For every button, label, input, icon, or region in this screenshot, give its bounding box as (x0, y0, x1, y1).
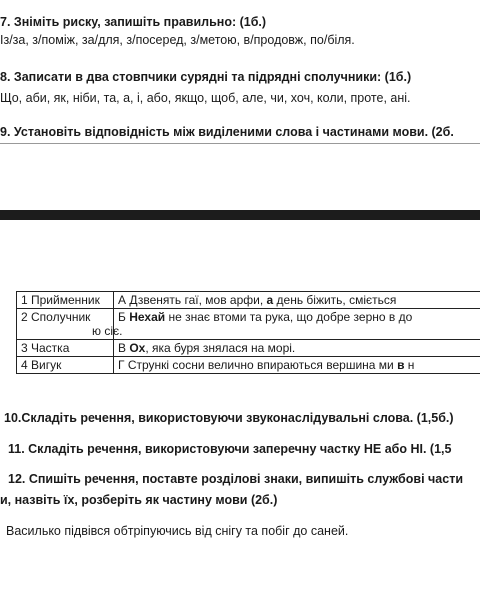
task-9-title: 9. Установіть відповідність між виділеними слова і частинами мови. (2б. (0, 125, 454, 139)
table-cell-part-of-speech: 3 Частка (17, 340, 114, 357)
sentence-text: н (404, 358, 415, 372)
task-8-title: 8. Записати в два стовпчики сурядні та підрядні сполучники: (1б.) (0, 70, 412, 84)
sentence-text: Б (118, 310, 130, 324)
table-cell-part-of-speech: 1 Прийменник (17, 292, 114, 309)
task-7-title: 7. Зніміть риску, запишіть правильно: (1б.) (0, 15, 267, 29)
sentence-text: В (118, 341, 130, 355)
sentence-text: Г Стрункі сосни велично впираються вершина ми (118, 358, 398, 372)
task-7-text: Із/за, з/поміж, за/для, з/посеред, з/метою, в/продовж, по/біля. (0, 33, 355, 47)
task-12-text: Василько підвівся обтріпуючись від снігу та побіг до саней. (6, 524, 349, 538)
task-10-title: 10.Складіть речення, використовуючи звуконаслідувальні слова. (1,5б.) (4, 411, 454, 425)
sentence-text: день біжить, сміється (273, 293, 397, 307)
sentence-text: не знає втоми та рука, що добре зерно в до (165, 310, 413, 324)
task-11-title: 11. Складіть речення, використовуючи заперечну частку НЕ або НІ. (1,5 (8, 442, 452, 456)
table-cell-sentence (92, 309, 480, 340)
task-12-title-line-1: 12. Спишіть речення, поставте розділові знаки, випишіть службові части (8, 472, 464, 486)
sentence-continuation: ю сіє. (92, 324, 123, 338)
highlighted-word: а (266, 293, 274, 307)
table-cell-sentence (114, 292, 480, 309)
table-row (17, 292, 480, 309)
table-row (17, 340, 480, 357)
task-8-text: Що, аби, як, ніби, та, а, і, або, якщо, щоб, але, чи, хоч, коли, проте, ані. (0, 91, 411, 105)
sentence-text: А Дзвенять гаї, мов арфи, (118, 293, 267, 307)
highlighted-word: в (397, 358, 405, 372)
table-cell-sentence (114, 340, 480, 357)
matching-table (16, 291, 480, 374)
table-cell-part-of-speech: 2 Сполучник (17, 309, 114, 340)
highlighted-word: Нехай (129, 310, 166, 324)
table-cell-sentence (114, 357, 480, 374)
dark-band (0, 210, 480, 220)
section-divider (0, 143, 480, 144)
highlighted-word: Ох (129, 341, 146, 355)
table-row (17, 309, 480, 340)
table-cell-part-of-speech: 4 Вигук (17, 357, 114, 374)
task-12-title-line-2: и, назвіть їх, розберіть як частину мови (2б.) (0, 493, 278, 507)
sentence-text: , яка буря знялася на морі. (145, 341, 296, 355)
table-row (17, 357, 480, 374)
